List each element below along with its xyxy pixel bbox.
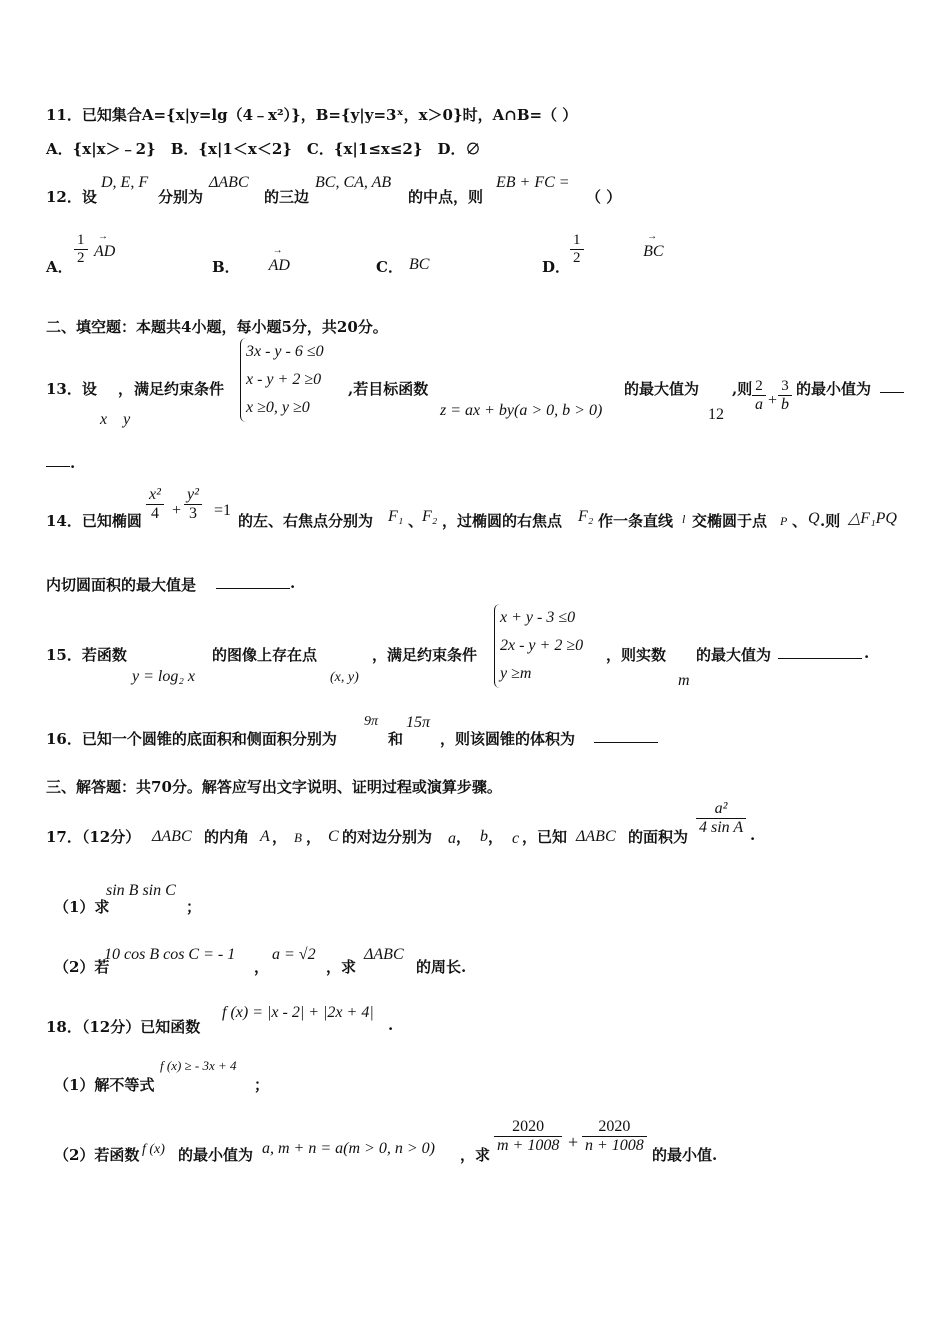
q17-side-a: a: [448, 830, 456, 847]
q15-text: ，满足约束条件: [372, 646, 478, 664]
q18-part1-expr: f (x) ≥ - 3x + 4: [160, 1058, 237, 1073]
q18-number: 18．（12分）已知函数: [46, 1018, 201, 1036]
q12-option-d: → BC: [643, 243, 663, 261]
q14-line-l: l: [682, 512, 686, 526]
q13-text: ,则: [732, 380, 753, 398]
q14-equals: =1: [214, 502, 232, 519]
q17-triangle-2: ΔABC: [576, 828, 616, 845]
q18-part2-text: 的最小值为: [178, 1146, 254, 1164]
q15-text: 的最大值为: [696, 646, 772, 664]
q17-text: 的对边分别为: [342, 828, 433, 846]
q17-text: 的内角: [204, 828, 250, 846]
q16-answer-blank: [594, 728, 658, 743]
q11-options: A．{x|x＞﹣2} B．{x|1＜x＜2} C．{x|1≤x≤2} D．∅: [46, 140, 481, 158]
q15-point: (x, y): [330, 670, 359, 685]
q13-text: 的最大值为: [624, 380, 700, 398]
q14: [46, 486, 910, 536]
q14-text: 交椭圆于点: [692, 512, 768, 530]
q14-fraction-y: $\frac{\text{y²}}{3}$: [184, 486, 202, 523]
q12-options: [46, 228, 910, 278]
q17-side-b: b: [480, 828, 488, 845]
q18-part2-end: 的最小值.: [652, 1146, 718, 1164]
q18-part2-text2: ，求: [460, 1146, 491, 1164]
q17-part2-cond: a = √2: [272, 946, 316, 963]
q14-f2: F₂: [422, 508, 438, 525]
q12-paren: （ ）: [586, 188, 622, 206]
q13-continuation: [46, 452, 910, 472]
q13-objective: z = ax + by(a > 0, b > 0): [440, 402, 603, 419]
q17-part2-text: ，求: [326, 958, 357, 976]
q12-sides: BC, CA, AB: [315, 174, 392, 191]
q14-text: .则: [820, 512, 841, 530]
q14-dun: 、: [792, 512, 808, 530]
q18-part1-label: （1）解不等式: [54, 1076, 155, 1094]
q12-triangle: ΔABC: [209, 174, 249, 191]
q12-option-a: → AD: [94, 243, 115, 261]
q14-answer-blank: [216, 574, 290, 589]
q15-answer-blank: [778, 644, 862, 659]
q17-angle-b: B: [294, 830, 302, 845]
q13-constraints: 3x - y - 6 ≤0 x - y + 2 ≥0 x ≥0, y ≥0: [240, 338, 324, 422]
q15-text: ，则实数: [606, 646, 667, 664]
q18-plus: +: [568, 1132, 579, 1152]
q12-option-d-label: D．: [542, 258, 571, 276]
q12-number: 12．设: [46, 188, 97, 206]
q12-stem: [46, 176, 910, 216]
q14-f1: F₁: [388, 508, 404, 525]
q17-number: 17．（12分）: [46, 828, 141, 846]
q17-part2: （2）若 10 cos B cos C = - 1 ， a = √2 ，求 ΔABC 的周长.: [54, 946, 467, 976]
q17-part1-expr: sin B sin C: [106, 882, 176, 899]
q13-text: 满足约束条件: [134, 380, 225, 398]
q16: [46, 712, 910, 752]
q13-answer-blank-cont: [46, 452, 70, 467]
q13: [46, 340, 910, 430]
q17-angle-c: C: [328, 828, 339, 845]
q17-end: .: [750, 826, 756, 844]
q16-side-area: 15π: [406, 714, 431, 731]
q12-points: D, E, F: [101, 174, 149, 191]
q16-and: 和: [388, 730, 404, 748]
q13-text: ,若目标函数: [348, 380, 429, 398]
q13-max-value: 12: [708, 406, 724, 423]
q17-part1-end: ；: [186, 898, 202, 916]
q13-vars: x y: [100, 411, 131, 428]
q16-text: ，则该圆锥的体积为: [440, 730, 576, 748]
q17: 17．（12分） ΔABC 的内角 A ， B ， C 的对边分别为 a ， b ， c ，已知 ΔABC 的面积为 $\frac{\text{a²}}{\text{4 sin A}}$ .: [46, 800, 756, 847]
q14-text: ，过椭圆的右焦点: [442, 512, 563, 530]
q17-area-fraction: $\frac{\text{a²}}{\text{4 sin A}}$: [696, 800, 746, 837]
q18-fraction-1: $\frac{2020}{m + 1008}$: [494, 1118, 562, 1155]
q15-m: m: [678, 672, 690, 689]
q13-fraction-2: $\frac{3}{b}$: [778, 378, 792, 414]
q13-plus: +: [768, 392, 778, 409]
q12-option-d-half: $\frac{1}{2}$: [570, 232, 584, 267]
q14-text: 作一条直线: [598, 512, 674, 530]
section-2-heading: 二、填空题：本题共4小题，每小题5分，共20分。: [46, 318, 388, 336]
q17-text: 的面积为: [628, 828, 689, 846]
q12-option-a-half: $\frac{1}{2}$: [74, 232, 88, 267]
q12-text: 分别为: [158, 188, 204, 206]
q17-side-c: c: [512, 830, 520, 847]
q18-part2-cond: a, m + n = a(m > 0, n > 0): [262, 1140, 435, 1157]
q17-part1-label: （1）求: [54, 898, 110, 916]
q15: [46, 604, 910, 694]
q12-expression: EB + FC =: [496, 174, 570, 191]
q14-number: 14．已知椭圆: [46, 512, 142, 530]
q13-answer-blank: [880, 378, 904, 393]
q14-triangle: △F₁PQ: [848, 510, 897, 527]
q18-part2-label: （2）若函数: [54, 1146, 140, 1164]
q18-function: f (x) = |x - 2| + |2x + 4|: [222, 1004, 374, 1021]
q13-sep: ，: [118, 380, 134, 398]
q18-fraction-2: $\frac{2020}{n + 1008}$: [582, 1118, 647, 1155]
q16-text: 16．已知一个圆锥的底面积和侧面积分别为: [46, 730, 337, 748]
q18: [46, 1002, 910, 1038]
q14-dun: 、: [408, 512, 424, 530]
q14-text: 内切圆面积的最大值是: [46, 576, 197, 594]
q13-text: 的最小值为: [796, 380, 872, 398]
q12-option-a-label: A．: [46, 258, 73, 276]
q13-number: 13．设: [46, 380, 97, 398]
q14-point-q: Q: [808, 510, 820, 527]
q14-end: .: [290, 574, 296, 592]
q15-constraints: x + y - 3 ≤0 2x - y + 2 ≥0 y ≥m: [494, 604, 583, 688]
q14-line2: [46, 574, 910, 594]
q15-text: 的图像上存在点: [212, 646, 318, 664]
q12-option-b: → AD: [269, 257, 290, 275]
q12-option-c-label: C．: [376, 258, 403, 276]
q12-option-b-label: B．: [212, 258, 240, 276]
q17-part1: [46, 880, 910, 916]
q11-stem: 11．已知集合A={x|y=lg（4﹣x²）}，B={y|y=3ˣ，x＞0}时，A∩B=（ ）: [46, 106, 578, 124]
q15-end: .: [864, 644, 870, 662]
q17-part2-expr: 10 cos B cos C = - 1: [104, 946, 236, 963]
q17-text: ，已知: [522, 828, 568, 846]
q18-part1: [46, 1058, 910, 1094]
q17-part2-label: （2）若: [54, 958, 110, 976]
q14-point-p: P: [780, 514, 788, 528]
q18-end: .: [388, 1016, 394, 1034]
q14-f2-again: F₂: [578, 508, 594, 525]
q17-part2-end: 的周长.: [416, 958, 467, 976]
q14-fraction-x: $\frac{\text{x²}}{4}$: [146, 486, 164, 523]
q12-option-c: BC: [409, 256, 430, 273]
q16-base-area: 9π: [364, 714, 379, 729]
q18-part2-fx: f (x): [142, 1142, 165, 1157]
q13-fraction-1: $\frac{2}{a}$: [752, 378, 766, 414]
q12-text: 的三边: [264, 188, 310, 206]
q15-function: y = log₂ x: [132, 668, 196, 685]
q17-triangle: ΔABC: [152, 828, 192, 845]
q18-part1-end: ；: [254, 1076, 270, 1094]
q14-text: 的左、右焦点分别为: [238, 512, 374, 530]
q12-text: 的中点，则: [408, 188, 484, 206]
q13-end: .: [70, 454, 76, 472]
q17-angle-a: A: [260, 828, 270, 845]
q15-number: 15．若函数: [46, 646, 127, 664]
section-3-heading: 三、解答题：共70分。解答应写出文字说明、证明过程或演算步骤。: [46, 778, 502, 796]
q18-part2: [46, 1116, 910, 1166]
q14-plus: +: [172, 502, 182, 519]
q17-part2-triangle: ΔABC: [364, 946, 404, 963]
